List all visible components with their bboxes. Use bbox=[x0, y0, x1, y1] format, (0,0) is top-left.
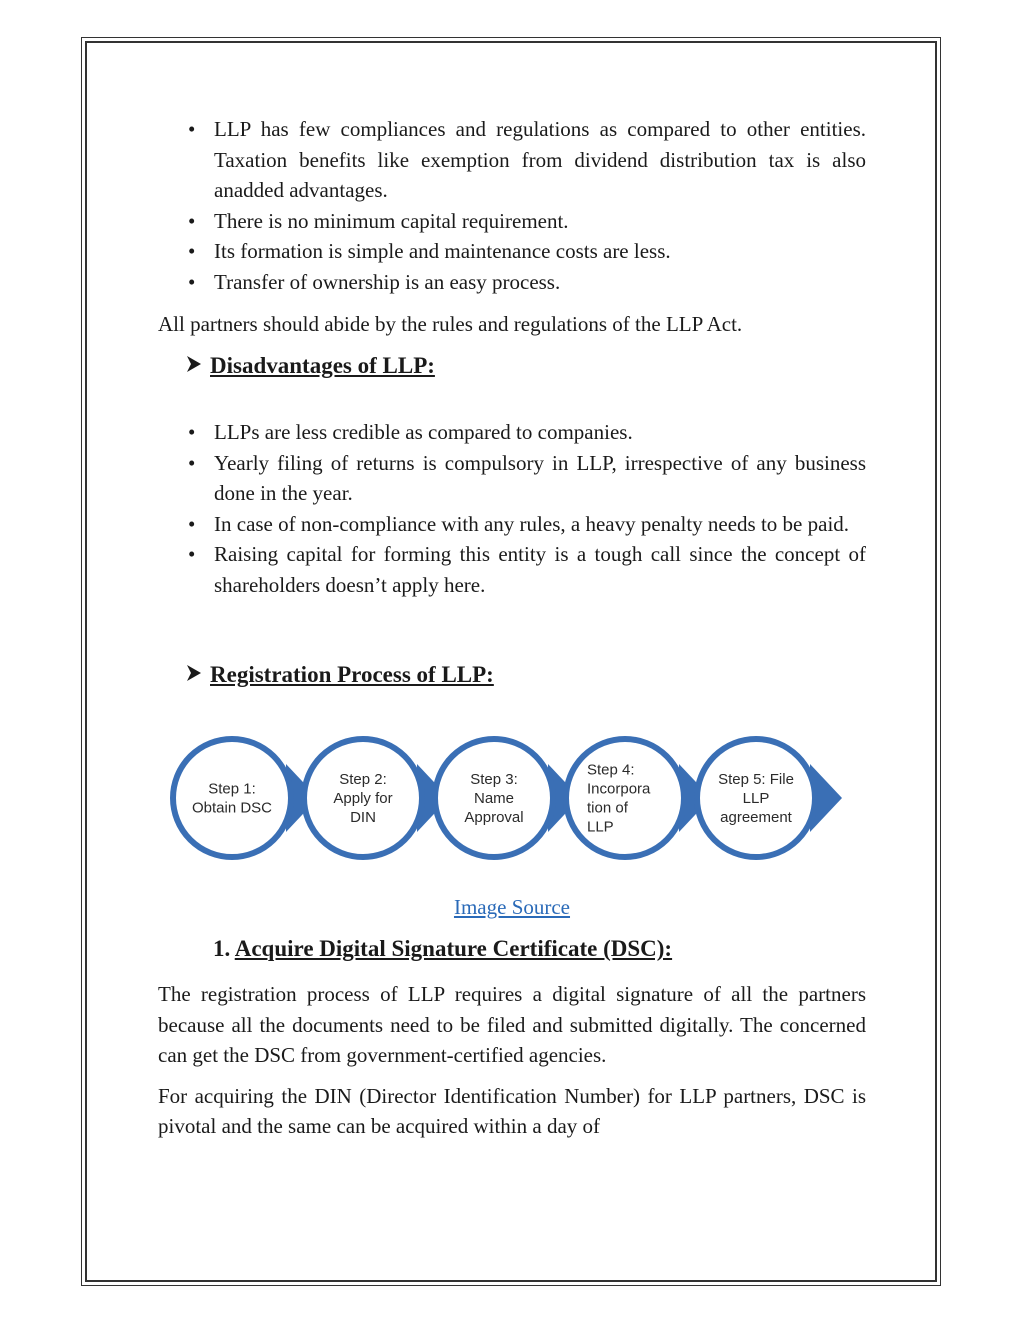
paragraph: For acquiring the DIN (Director Identification Number) for LLP partners, DSC is pivotal and the same can be acquired within a day of bbox=[158, 1083, 866, 1138]
disadvantages-heading-text: Disadvantages of LLP: bbox=[210, 353, 435, 378]
list-item: • Transfer of ownership is an easy process. bbox=[158, 267, 866, 298]
step-label: Step 2: bbox=[339, 771, 387, 788]
step-label: tion of bbox=[587, 799, 628, 817]
image-source-link[interactable]: Image Source bbox=[453, 895, 571, 919]
step-label: agreement bbox=[720, 809, 792, 826]
step-label: Incorpora bbox=[587, 780, 651, 798]
step-label: DIN bbox=[350, 809, 376, 826]
step-label: Approval bbox=[464, 809, 524, 826]
advantages-list bbox=[158, 114, 866, 297]
list-item: • LLPs are less credible as compared to companies. bbox=[158, 417, 866, 448]
disadvantages-list-block bbox=[158, 417, 866, 600]
arrow-bullet-icon bbox=[186, 662, 210, 688]
step-circle bbox=[173, 739, 291, 857]
step-label: Step 3: bbox=[470, 771, 518, 788]
list-item: • Yearly filing of returns is compulsory in LLP, irrespective of any business done in the year. bbox=[158, 448, 866, 509]
section-number: 1. bbox=[213, 936, 231, 961]
registration-heading-text: Registration Process of LLP: bbox=[210, 662, 494, 687]
step-circle bbox=[566, 739, 684, 857]
list-item: • Raising capital for forming this entity is a tough call since the concept of shareholders doesn’t apply here. bbox=[158, 539, 866, 600]
disadvantages-heading bbox=[186, 353, 435, 379]
paragraph: The registration process of LLP requires a digital signature of all the partners because all the documents need to be filed and submitted digitally. The concerned can get the DSC from government-certified agencies. bbox=[158, 982, 866, 1067]
step-label: Name bbox=[473, 790, 515, 807]
step-label: Apply for bbox=[333, 790, 393, 807]
step-label: Step 1: bbox=[208, 780, 256, 798]
section-1-heading bbox=[213, 936, 672, 962]
registration-heading bbox=[186, 662, 494, 688]
step-label: LLP bbox=[742, 790, 770, 807]
rules-paragraph bbox=[158, 309, 866, 340]
section-1-body bbox=[158, 979, 866, 1142]
list-item: • There is no minimum capital requirement. bbox=[158, 206, 866, 237]
step-label: LLP bbox=[587, 818, 614, 836]
section-1-heading-text: Acquire Digital Signature Certificate (DSC): bbox=[234, 936, 673, 961]
rules-text: All partners should abide by the rules and regulations of the LLP Act. bbox=[158, 312, 743, 336]
list-item: • In case of non-compliance with any rules, a heavy penalty needs to be paid. bbox=[158, 509, 866, 540]
step-label: Step 5: File bbox=[718, 771, 794, 788]
list-item: • Its formation is simple and maintenance costs are less. bbox=[158, 236, 866, 267]
step-label: Obtain DSC bbox=[191, 799, 273, 817]
registration-steps-diagram bbox=[160, 730, 860, 866]
advantages-list-block bbox=[158, 114, 866, 297]
step-label: Step 4: bbox=[587, 761, 635, 779]
arrow-bullet-icon bbox=[186, 353, 210, 379]
list-item: • LLP has few compliances and regulations as compared to other entities. Taxation benefits like exemption from dividend distribution tax is also anadded advantages. bbox=[158, 114, 866, 206]
disadvantages-list bbox=[158, 417, 866, 600]
